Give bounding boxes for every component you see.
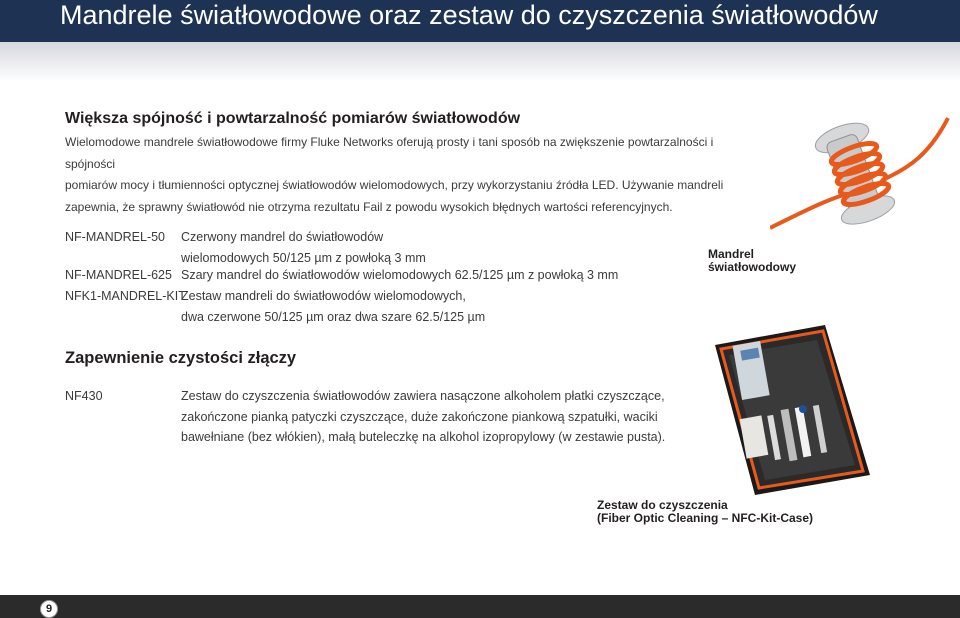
header-gradient bbox=[0, 42, 960, 82]
kit-caption-line: Zestaw do czyszczenia bbox=[597, 498, 728, 512]
product-desc-line: wielomodowych 50/125 µm z powłoką 3 mm bbox=[181, 250, 426, 265]
product-desc-line: Zestaw mandreli do światłowodów wielomodowych, bbox=[181, 289, 466, 303]
cleaning-kit-image bbox=[705, 325, 875, 495]
product-code: NF-MANDREL-50 bbox=[65, 230, 166, 244]
page-number: 9 bbox=[40, 600, 58, 618]
intro-line: Wielomodowe mandrele światłowodowe firmy Fluke Networks oferują prosty i tani sposób na zwiększenie powtarzalności i spójności bbox=[65, 135, 714, 171]
product-description bbox=[181, 265, 618, 286]
mandrel-image bbox=[770, 98, 950, 248]
mandrel-caption-line: Mandrel bbox=[708, 247, 755, 261]
section-heading-cleaning: Zapewnienie czystości złączy bbox=[65, 349, 297, 367]
kit-caption-line: (Fiber Optic Cleaning – NFC-Kit-Case) bbox=[597, 511, 814, 525]
intro-line: zapewnia, że sprawny światłowód nie otrzyma rezultatu Fail z powodu wysokich błędnych wartości referencyjnych. bbox=[65, 199, 673, 214]
product-desc-line: dwa czerwone 50/125 µm oraz dwa szare 62.5/125 µm bbox=[181, 309, 486, 324]
mandrel-caption-line: światłowodowy bbox=[708, 260, 797, 274]
page-footer bbox=[0, 595, 960, 618]
product-desc-line: Zestaw do czyszczenia światłowodów zawiera nasączone alkoholem płatki czyszczące, bbox=[181, 389, 665, 403]
product-description bbox=[181, 286, 485, 327]
product-desc-line: Szary mandrel do światłowodów wielomodowych 62.5/125 µm z powłoką 3 mm bbox=[181, 268, 619, 282]
product-description bbox=[181, 227, 426, 268]
product-description bbox=[181, 386, 665, 448]
product-desc-line: bawełniane (bez włókien), małą buteleczkę na alkohol izopropylowy (w zestawie pusta). bbox=[181, 430, 666, 444]
product-code: NF-MANDREL-625 bbox=[65, 268, 172, 282]
page-header bbox=[0, 0, 960, 42]
intro-line: pomiarów mocy i tłumienności optycznej światłowodów wielomodowych, przy wykorzystaniu źródła LED. Używanie mandreli bbox=[65, 178, 724, 192]
intro-paragraph bbox=[65, 132, 765, 218]
section-heading-consistency: Większa spójność i powtarzalność pomiarów światłowodów bbox=[65, 110, 521, 127]
product-desc-line: Czerwony mandrel do światłowodów bbox=[181, 230, 384, 244]
product-desc-line: zakończone pianką patyczki czyszczące, duże zakończone piankową szpatułki, waciki bbox=[181, 409, 658, 424]
product-code: NFK1-MANDREL-KIT bbox=[65, 289, 186, 303]
kit-caption bbox=[597, 499, 813, 525]
page-title: Mandrele światłowodowe oraz zestaw do czyszczenia światłowodów bbox=[60, 0, 878, 30]
mandrel-caption bbox=[708, 248, 796, 274]
product-code: NF430 bbox=[65, 389, 103, 403]
